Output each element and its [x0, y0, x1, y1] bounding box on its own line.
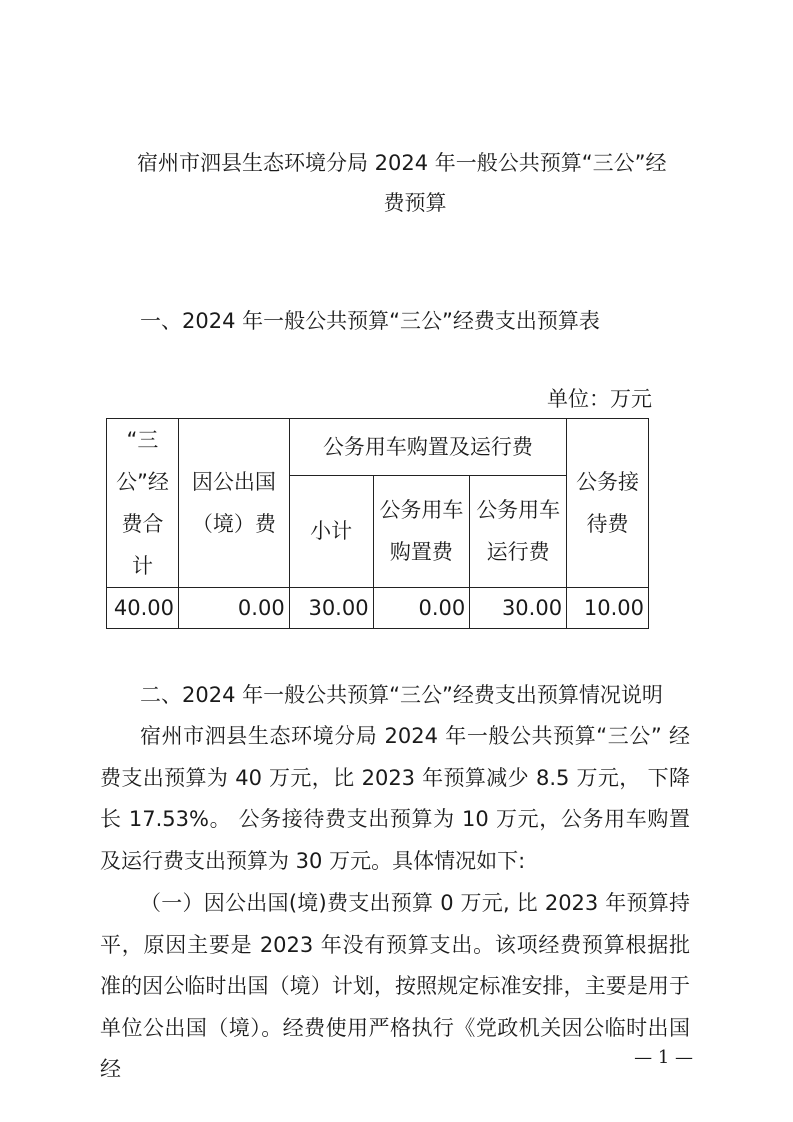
value-vehicle-operation: 30.00 [470, 588, 567, 629]
header-total: “三公”经费合计 [107, 419, 179, 588]
document-title [100, 143, 730, 223]
value-total: 40.00 [107, 588, 179, 629]
intro-paragraph: 宿州市泗县生态环境分局 2024 年一般公共预算“三公” 经费支出预算为 40 万元，比 2023 年预算减少 8.5 万元， 下降长 17.53%。 公务接待费支出预算为 10 万元，公务用车购置及运行费支出预算为 30 万元。具体情况如下: [100, 724, 690, 873]
header-vehicle-purchase: 公务用车购置费 [373, 475, 470, 587]
table-row [107, 588, 649, 629]
page-number: — 1 — [634, 1047, 693, 1068]
value-vehicle-purchase: 0.00 [373, 588, 470, 629]
title-line-2: 费预算 [383, 191, 447, 215]
item-1-paragraph: （一）因公出国(境)费支出预算 0 万元, 比 2023 年预算持平，原因主要是 2023 年没有预算支出。该项经费预算根据批准的因公临时出国（境）计划，按照规定标准安排，主要是用于单位公出国（境）。经费使用严格执行《党政机关因公临时出国经 [100, 891, 690, 1081]
three-public-budget-table [106, 418, 649, 629]
section-1-heading: 一、2024 年一般公共预算“三公”经费支出预算表 [140, 309, 600, 333]
header-reception: 公务接待费 [567, 419, 649, 588]
header-overseas: 因公出国（境）费 [178, 419, 289, 588]
header-subtotal: 小计 [289, 475, 373, 587]
value-subtotal: 30.00 [289, 588, 373, 629]
header-vehicle-group: 公务用车购置及运行费 [289, 419, 566, 476]
title-line-1: 宿州市泗县生态环境分局 2024 年一般公共预算“三公”经 [137, 151, 667, 175]
value-overseas: 0.00 [178, 588, 289, 629]
value-reception: 10.00 [567, 588, 649, 629]
header-vehicle-operation: 公务用车运行费 [470, 475, 567, 587]
unit-label: 单位：万元 [547, 387, 652, 411]
section-2-heading: 二、2024 年一般公共预算“三公”经费支出预算情况说明 [140, 683, 663, 707]
